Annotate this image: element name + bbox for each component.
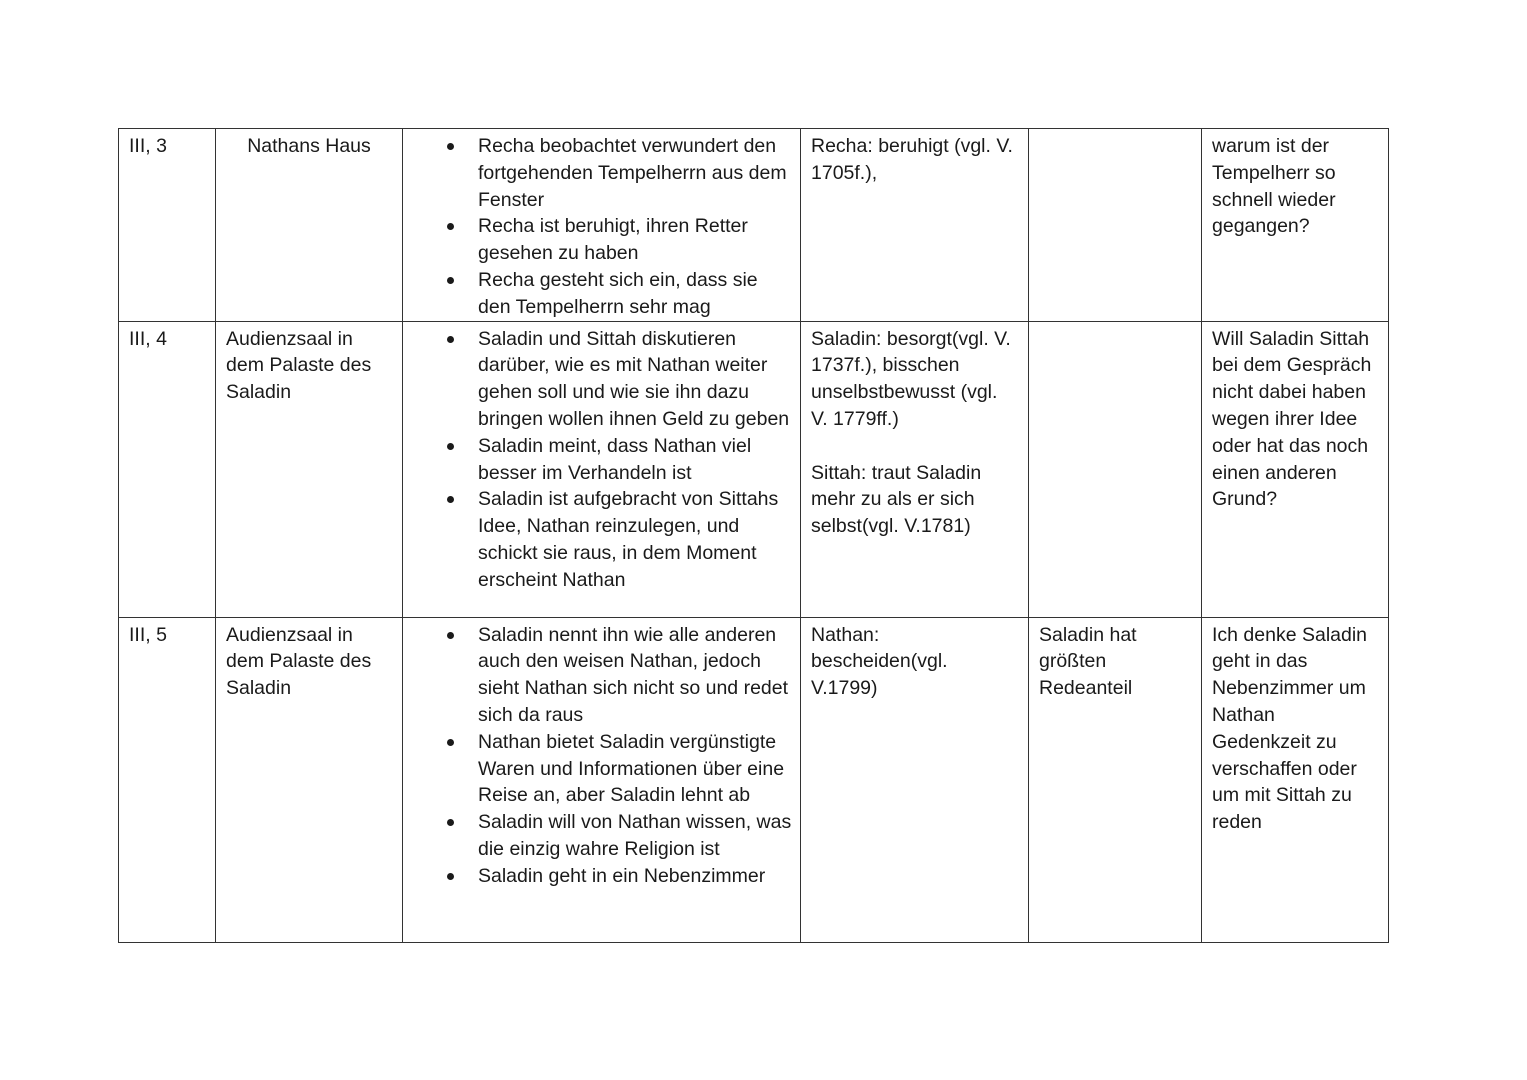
list-item: Saladin nennt ihn wie alle anderen auch den weisen Nathan, jedoch sieht Nathan sich nicht so und redet sich da raus [403, 622, 794, 729]
table-row [119, 617, 1389, 942]
questions-cell [1202, 321, 1389, 617]
place-text: Nathans Haus [247, 135, 371, 157]
list-item: Recha ist beruhigt, ihren Retter gesehen zu haben [403, 213, 794, 267]
list-item: Recha beobachtet verwundert den fortgehenden Tempelherrn aus dem Fenster [403, 133, 794, 213]
scene-number: III, 3 [129, 135, 167, 157]
place-text: Audienzsaal in dem Palaste des Saladin [226, 327, 372, 404]
character-note: Saladin: besorgt(vgl. V. 1737f.), bisschen unselbstbewusst (vgl. V. 1779ff.) [811, 327, 1011, 430]
scene-number-cell [119, 321, 216, 617]
list-item: Saladin meint, dass Nathan viel besser im Verhandeln ist [403, 433, 794, 487]
character-note: Nathan: bescheiden(vgl. V.1799) [811, 623, 948, 700]
characters-cell [801, 617, 1029, 942]
character-note: Recha: beruhigt (vgl. V. 1705f.), [811, 135, 1013, 184]
characters-cell [801, 129, 1029, 322]
list-item: Nathan bietet Saladin vergünstigte Waren und Informationen über eine Reise an, aber Saladin lehnt ab [403, 729, 794, 809]
question-note: Will Saladin Sittah bei dem Gespräch nicht dabei haben wegen ihrer Idee oder hat das noch einen anderen Grund? [1212, 327, 1372, 511]
questions-cell [1202, 617, 1389, 942]
questions-cell [1202, 129, 1389, 322]
list-item: Saladin will von Nathan wissen, was die einzig wahre Religion ist [403, 809, 794, 863]
speech-cell [1029, 129, 1202, 322]
list-item: Saladin und Sittah diskutieren darüber, wie es mit Nathan weiter gehen soll und wie sie ihn dazu bringen wollen ihnen Geld zu geben [403, 326, 794, 433]
speech-cell [1029, 321, 1202, 617]
scene-analysis-table [118, 128, 1389, 943]
place-text: Audienzsaal in dem Palaste des Saladin [226, 623, 372, 700]
list-item: Saladin geht in ein Nebenzimmer [403, 863, 794, 890]
list-item: Saladin ist aufgebracht von Sittahs Idee, Nathan reinzulegen, und schickt sie raus, in dem Moment erscheint Nathan [403, 486, 794, 593]
scene-number-cell [119, 617, 216, 942]
paragraph-spacer [811, 433, 1018, 460]
list-item: Recha gesteht sich ein, dass sie den Tempelherrn sehr mag [403, 267, 794, 321]
characters-cell [801, 321, 1029, 617]
character-note: Sittah: traut Saladin mehr zu als er sich selbst(vgl. V.1781) [811, 461, 982, 538]
scene-number-cell [119, 129, 216, 322]
place-cell [216, 129, 403, 322]
content-list [403, 326, 794, 594]
place-cell [216, 617, 403, 942]
content-cell [403, 617, 801, 942]
table-row [119, 129, 1389, 322]
table-row [119, 321, 1389, 617]
content-cell [403, 321, 801, 617]
scene-number: III, 5 [129, 623, 167, 646]
question-note: warum ist der Tempelherr so schnell wieder gegangen? [1212, 135, 1336, 238]
place-cell [216, 321, 403, 617]
speech-cell [1029, 617, 1202, 942]
content-cell [403, 129, 801, 322]
content-list [403, 622, 794, 890]
question-note: Ich denke Saladin geht in das Nebenzimmer um Nathan Gedenkzeit zu verschaffen oder um mit Sittah zu reden [1212, 623, 1368, 834]
content-list [403, 133, 794, 321]
scene-number: III, 4 [129, 327, 167, 350]
speech-note: Saladin hat größten Redeanteil [1039, 623, 1137, 700]
